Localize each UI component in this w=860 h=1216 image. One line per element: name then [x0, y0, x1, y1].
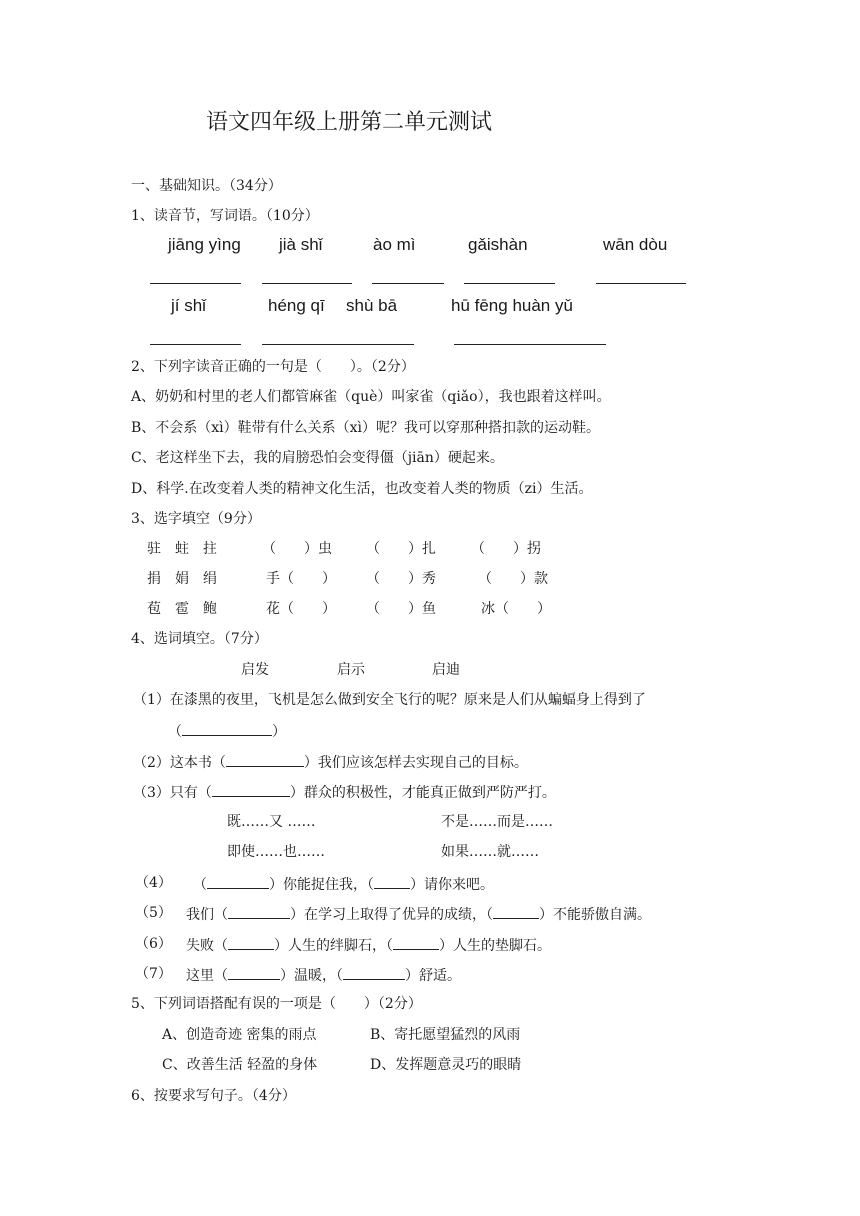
- question-2-prompt: 2、下列字读音正确的一句是（ ）。（2分）: [131, 359, 415, 375]
- fill-item: （ ）款: [478, 571, 548, 587]
- question-4-prompt: 4、选词填空。（7分）: [131, 631, 268, 647]
- option-d: D、科学.在改变着人类的精神文化生活，也改变着人类的物质（zi）生活。: [131, 481, 593, 497]
- pinyin: gǎishàn: [468, 235, 528, 254]
- fill-item: 花（ ）: [266, 601, 336, 617]
- char-group: 捐 娟 绢: [147, 571, 217, 587]
- sentence-text: ）你能捉住我，（: [269, 877, 374, 893]
- sentence-text: ）人生的垫脚石。: [439, 938, 551, 954]
- pinyin: jià shǐ: [279, 235, 323, 254]
- char-group: 驻 蛀 拄: [147, 541, 217, 557]
- sentence-7: [186, 965, 461, 985]
- pinyin: shù bā: [346, 296, 398, 315]
- pinyin: ào mì: [373, 235, 416, 254]
- answer-blank[interactable]: [596, 283, 686, 284]
- sentence-text: ）不能骄傲自满。: [539, 907, 651, 923]
- question-3-prompt: 3、选字填空（9分）: [131, 511, 261, 527]
- answer-blank[interactable]: [150, 283, 241, 284]
- fill-item: 冰（ ）: [481, 601, 551, 617]
- pinyin: jiāng yìng: [168, 235, 241, 254]
- question-5-prompt: 5、下列词语搭配有误的一项是（ ）（2分）: [131, 996, 422, 1012]
- sentence-text: ）人生的绊脚石，（: [274, 938, 393, 954]
- answer-blank[interactable]: [374, 874, 410, 889]
- word-choice: 启发: [241, 662, 269, 678]
- sentence-1: （1）在漆黑的夜里，飞机是怎么做到安全飞行的呢？原来是人们从蝙蝠身上得到了: [133, 692, 646, 708]
- fill-item: （ ）鱼: [366, 601, 436, 617]
- sentence-6: [186, 935, 551, 955]
- word-choice: 启示: [337, 662, 365, 678]
- conjunction-pair: 即使……也……: [227, 844, 325, 860]
- question-6-prompt: 6、按要求写句子。（4分）: [131, 1088, 296, 1104]
- option-b: B、寄托愿望猛烈的风雨: [370, 1027, 521, 1043]
- sentence-text: （2）这本书（: [133, 755, 226, 771]
- sentence-2: [133, 752, 528, 772]
- sentence-text: ）温暖，（: [280, 968, 343, 984]
- pinyin: jí shǐ: [171, 296, 206, 315]
- fill-item: （ ）虫: [262, 541, 332, 557]
- answer-blank[interactable]: [372, 283, 444, 284]
- question-1-prompt: 1、读音节，写词语。（10分）: [131, 208, 319, 224]
- answer-blank[interactable]: [228, 965, 280, 980]
- sentence-text: 我们（: [186, 907, 228, 923]
- sentence-number: （7）: [135, 966, 172, 982]
- answer-blank[interactable]: [493, 904, 539, 919]
- paren: （: [168, 724, 182, 740]
- sentence-text: ）舒适。: [405, 968, 461, 984]
- paren: ）: [272, 724, 286, 740]
- answer-blank[interactable]: [464, 283, 555, 284]
- answer-blank[interactable]: [262, 344, 414, 345]
- pinyin: hū fēng huàn yǔ: [451, 296, 573, 315]
- pinyin: wān dòu: [603, 235, 668, 254]
- sentence-text: ）请你来吧。: [410, 877, 494, 893]
- conjunction-pair: 既……又 ……: [227, 814, 316, 830]
- answer-blank[interactable]: [226, 752, 304, 767]
- sentence-text: （3）只有（: [133, 785, 212, 801]
- pinyin: héng qī: [268, 296, 325, 315]
- conjunction-pair: 如果……就……: [441, 844, 539, 860]
- answer-blank[interactable]: [150, 344, 241, 345]
- answer-blank[interactable]: [182, 721, 272, 736]
- answer-blank[interactable]: [228, 935, 274, 950]
- sentence-text: ）群众的积极性，才能真正做到严防严打。: [289, 785, 556, 801]
- option-c: C、改善生活 轻盈的身体: [162, 1057, 318, 1073]
- sentence-1-blank-line: [168, 721, 286, 741]
- conjunction-pair: 不是……而是……: [441, 814, 553, 830]
- option-a: A、创造奇迹 密集的雨点: [162, 1027, 317, 1043]
- answer-blank[interactable]: [393, 935, 439, 950]
- sentence-4: [193, 874, 494, 894]
- fill-item: （ ）扎: [366, 541, 436, 557]
- option-c: C、老这样坐下去，我的肩膀恐怕会变得僵（jiān）硬起来。: [131, 450, 504, 466]
- sentence-text: ）我们应该怎样去实现自己的目标。: [303, 755, 528, 771]
- answer-blank[interactable]: [207, 874, 269, 889]
- sentence-3: [133, 782, 556, 802]
- answer-blank[interactable]: [343, 965, 405, 980]
- sentence-5: [186, 904, 651, 924]
- sentence-text: 失败（: [186, 938, 228, 954]
- sentence-text: 这里（: [186, 968, 228, 984]
- option-a: A、奶奶和村里的老人们都管麻雀（què）叫家雀（qiǎo），我也跟着这样叫。: [131, 389, 611, 405]
- answer-blank[interactable]: [212, 782, 290, 797]
- word-choice: 启迪: [432, 662, 460, 678]
- sentence-number: （4）: [135, 875, 172, 891]
- answer-blank[interactable]: [262, 283, 352, 284]
- sentence-text: ）在学习上取得了优异的成绩，（: [290, 907, 493, 923]
- page-title: 语文四年级上册第二单元测试: [206, 110, 493, 135]
- section-heading: 一、基础知识。（34分）: [131, 178, 282, 194]
- answer-blank[interactable]: [228, 904, 290, 919]
- fill-item: （ ）秀: [366, 571, 436, 587]
- sentence-number: （6）: [135, 936, 172, 952]
- fill-item: 手（ ）: [266, 571, 336, 587]
- option-b: B、不会系（xì）鞋带有什么关系（xì）呢？我可以穿那种搭扣款的运动鞋。: [131, 420, 601, 436]
- option-d: D、发挥题意灵巧的眼睛: [370, 1057, 522, 1073]
- fill-item: （ ）拐: [471, 541, 541, 557]
- sentence-text: （: [193, 877, 207, 893]
- sentence-number: （5）: [135, 905, 172, 921]
- answer-blank[interactable]: [454, 344, 606, 345]
- char-group: 苞 雹 鲍: [147, 601, 217, 617]
